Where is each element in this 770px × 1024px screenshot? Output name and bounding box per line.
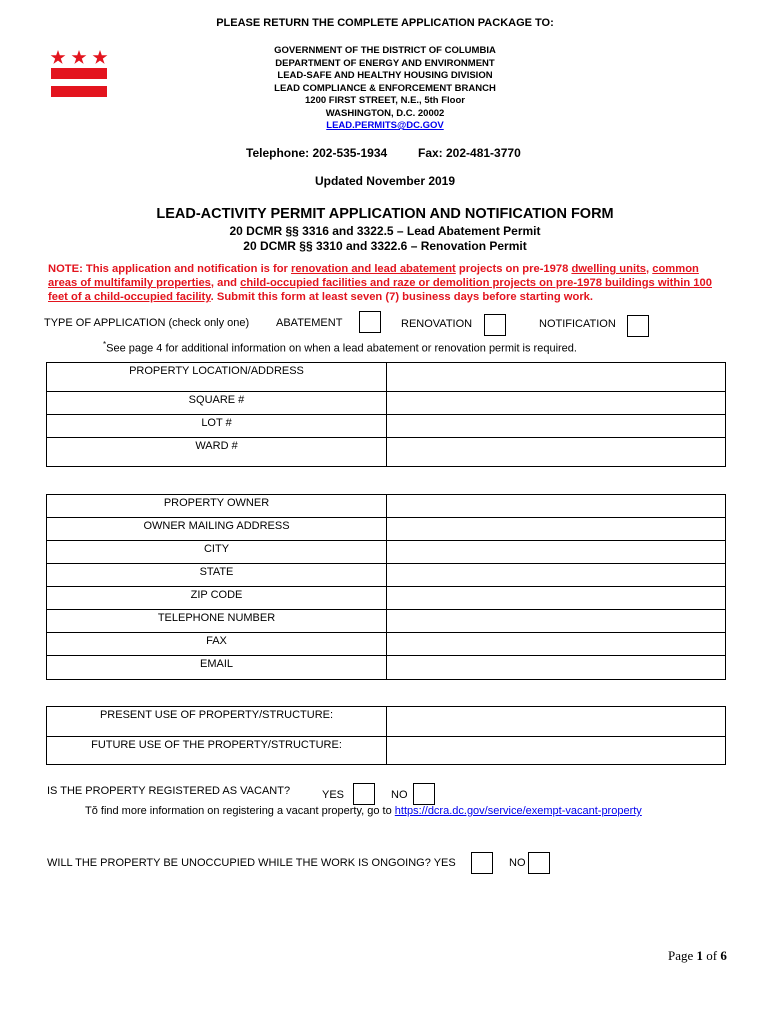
vacant-info: Tŏ find more information on registering a vacant property, go to https://dcra.dc.gov/service/exempt-vacant-property (85, 805, 642, 817)
future-use-field[interactable] (387, 737, 726, 765)
vacant-property-link[interactable]: https://dcra.dc.gov/service/exempt-vacant-property (394, 805, 642, 817)
city-field[interactable] (387, 541, 726, 564)
state-label: STATE (47, 564, 387, 587)
email-label: EMAIL (47, 656, 387, 680)
address-line: 1200 FIRST STREET, N.E., 5th Floor (305, 95, 465, 106)
ward-label: WARD # (47, 438, 387, 467)
unoccupied-yes-checkbox[interactable] (471, 852, 493, 874)
telephone: Telephone: 202-535-1934 (246, 146, 388, 160)
dc-flag-logo (50, 44, 108, 100)
present-use-field[interactable] (387, 707, 726, 737)
updated-date: Updated November 2019 (314, 174, 456, 188)
property-owner-table (46, 494, 726, 680)
application-type-label: TYPE OF APPLICATION (check only one) (44, 317, 250, 329)
abatement-citation: 20 DCMR §§ 3316 and 3322.5 – Lead Abatement Permit (229, 224, 541, 238)
square-field[interactable] (387, 392, 726, 415)
renovation-checkbox[interactable] (484, 314, 506, 336)
telephone-field[interactable] (387, 610, 726, 633)
abatement-label: ABATEMENT (276, 317, 343, 329)
property-location-table (46, 362, 726, 467)
vacant-yes-label: YES (322, 789, 345, 801)
vacant-yes-checkbox[interactable] (353, 783, 375, 805)
renovation-label: RENOVATION (401, 318, 473, 330)
lot-field[interactable] (387, 415, 726, 438)
unoccupied-no-label: NO (509, 857, 526, 869)
email-link[interactable]: LEAD.PERMITS@DC.GOV (326, 120, 444, 131)
mailing-address-field[interactable] (387, 518, 726, 541)
unoccupied-question: WILL THE PROPERTY BE UNOCCUPIED WHILE THE WORK IS ONGOING? YES (47, 857, 456, 869)
address-line: LEAD COMPLIANCE & ENFORCEMENT BRANCH (274, 82, 496, 94)
fax-field[interactable] (387, 633, 726, 656)
state-field[interactable] (387, 564, 726, 587)
return-instruction: PLEASE RETURN THE COMPLETE APPLICATION PACKAGE TO: (216, 17, 554, 29)
address-line: WASHINGTON, D.C. 20002 (325, 107, 445, 119)
address-line: LEAD-SAFE AND HEALTHY HOUSING DIVISION (277, 70, 493, 81)
owner-field[interactable] (387, 495, 726, 518)
present-use-label: PRESENT USE OF PROPERTY/STRUCTURE: (47, 707, 387, 737)
footnote: *See page 4 for additional information on when a lead abatement or renovation permit is required. (103, 340, 577, 355)
ward-field[interactable] (387, 438, 726, 467)
city-label: CITY (47, 541, 387, 564)
lot-label: LOT # (47, 415, 387, 438)
owner-label: PROPERTY OWNER (47, 495, 387, 518)
property-address-label: PROPERTY LOCATION/ADDRESS (47, 363, 387, 392)
renovation-citation: 20 DCMR §§ 3310 and 3322.6 – Renovation Permit (243, 239, 527, 253)
fax: Fax: 202-481-3770 (418, 146, 521, 160)
zip-label: ZIP CODE (47, 587, 387, 610)
unoccupied-no-checkbox[interactable] (528, 852, 550, 874)
fax-label: FAX (47, 633, 387, 656)
note-text: NOTE: This application and notification is for renovation and lead abatement projects on pre-1978 dwelling units, common areas of multifamily properties, and child-occupied facilities and raze or demolition projects on pre-1978 buildings within 100 feet of a child-occupied facility. Submit this form at least seven (7) business days before starting work. (48, 263, 712, 303)
page-number: Page 1 of 6 (668, 948, 727, 963)
vacant-no-checkbox[interactable] (413, 783, 435, 805)
future-use-label: FUTURE USE OF THE PROPERTY/STRUCTURE: (47, 737, 387, 765)
address-line: GOVERNMENT OF THE DISTRICT OF COLUMBIA (274, 45, 496, 56)
telephone-label: TELEPHONE NUMBER (47, 610, 387, 633)
email-field[interactable] (387, 656, 726, 680)
zip-field[interactable] (387, 587, 726, 610)
vacant-no-label: NO (391, 789, 408, 801)
vacant-question: IS THE PROPERTY REGISTERED AS VACANT? (47, 785, 291, 797)
notification-label: NOTIFICATION (539, 318, 616, 330)
property-use-table (46, 706, 726, 765)
mailing-address-label: OWNER MAILING ADDRESS (47, 518, 387, 541)
square-label: SQUARE # (47, 392, 387, 415)
property-address-field[interactable] (387, 363, 726, 392)
form-title: LEAD-ACTIVITY PERMIT APPLICATION AND NOTIFICATION FORM (156, 206, 614, 222)
notification-checkbox[interactable] (627, 315, 649, 337)
address-line: DEPARTMENT OF ENERGY AND ENVIRONMENT (275, 57, 495, 69)
mailing-address (200, 45, 570, 133)
abatement-checkbox[interactable] (359, 311, 381, 333)
